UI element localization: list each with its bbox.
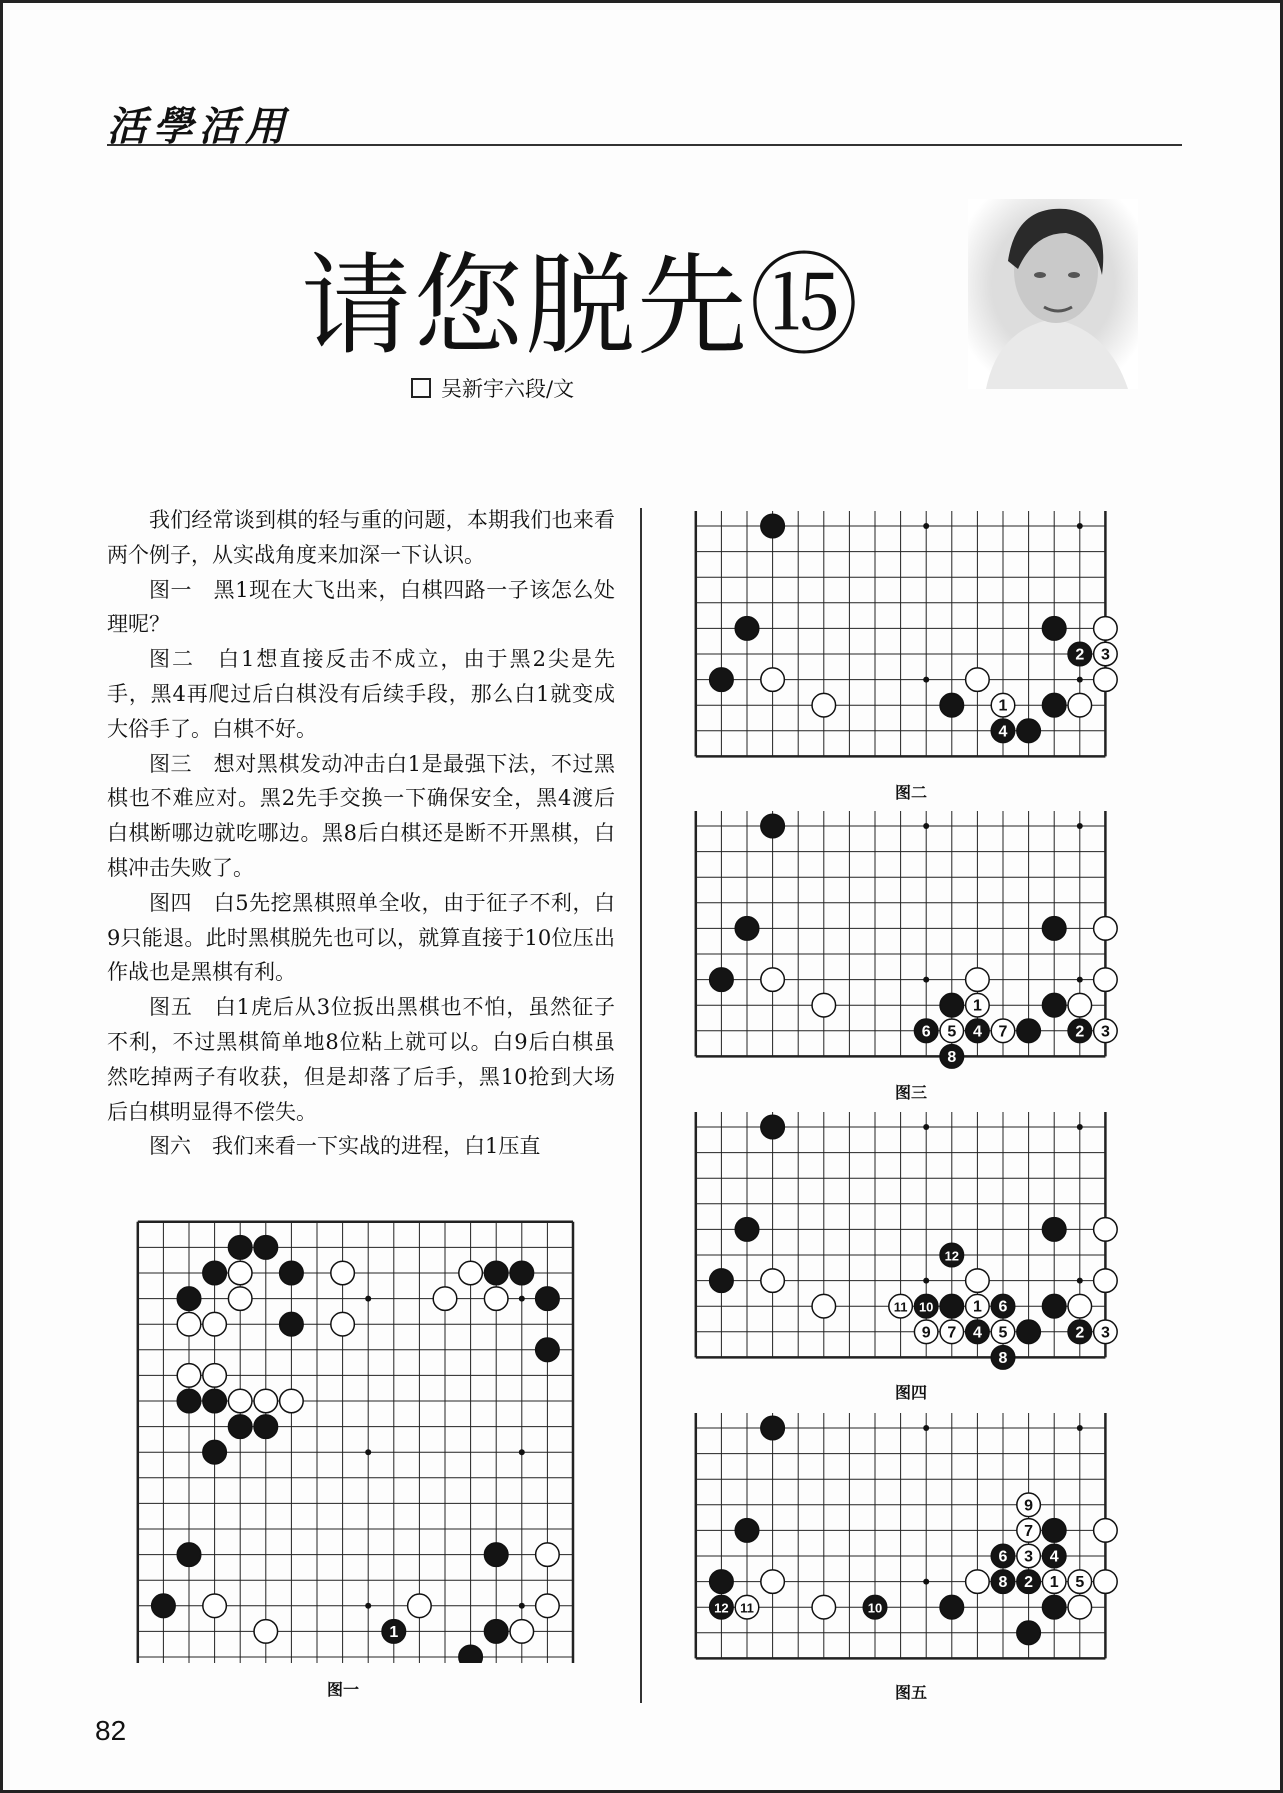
white-stone bbox=[536, 1594, 560, 1618]
move-number: 9 bbox=[1024, 1497, 1034, 1515]
white-stone bbox=[914, 1320, 938, 1344]
move-number: 10 bbox=[918, 1299, 934, 1315]
go-diagram-fig1 bbox=[115, 1199, 580, 1663]
white-stone bbox=[331, 1312, 355, 1336]
white-stone bbox=[966, 1294, 990, 1318]
white-stone bbox=[1068, 1595, 1092, 1619]
black-stone bbox=[761, 814, 785, 838]
black-stone bbox=[1017, 1019, 1041, 1043]
black-stone bbox=[914, 1294, 938, 1318]
star-point bbox=[923, 823, 929, 829]
white-stone bbox=[889, 1294, 913, 1318]
black-stone bbox=[735, 1218, 759, 1242]
move-number: 6 bbox=[921, 1023, 931, 1041]
black-stone bbox=[484, 1261, 508, 1285]
move-number: 12 bbox=[714, 1600, 729, 1616]
board-grid bbox=[138, 1222, 573, 1663]
black-stone bbox=[914, 1019, 938, 1043]
black-stone bbox=[1068, 1019, 1092, 1043]
move-number: 7 bbox=[947, 1324, 957, 1342]
white-stone bbox=[966, 1269, 990, 1293]
move-number: 1 bbox=[389, 1623, 399, 1641]
white-stone bbox=[812, 693, 836, 717]
white-stone bbox=[177, 1364, 201, 1388]
black-stone bbox=[1042, 1294, 1066, 1318]
star-point bbox=[365, 1603, 371, 1609]
white-stone bbox=[459, 1261, 483, 1285]
white-stone bbox=[203, 1364, 227, 1388]
white-stone bbox=[1094, 1320, 1118, 1344]
black-stone bbox=[280, 1312, 304, 1336]
black-stone bbox=[940, 1243, 964, 1267]
black-stone bbox=[761, 1416, 785, 1440]
black-stone bbox=[991, 1294, 1015, 1318]
go-diagram-fig2 bbox=[681, 511, 1146, 759]
white-stone bbox=[1094, 1269, 1118, 1293]
black-stone bbox=[761, 514, 785, 538]
move-number: 4 bbox=[1049, 1548, 1059, 1566]
white-stone bbox=[812, 993, 836, 1017]
white-stone bbox=[1017, 1519, 1041, 1543]
move-number: 7 bbox=[1024, 1522, 1034, 1540]
white-stone bbox=[203, 1594, 227, 1618]
black-stone bbox=[940, 1595, 964, 1619]
black-stone bbox=[966, 1019, 990, 1043]
white-stone bbox=[331, 1261, 355, 1285]
white-stone bbox=[408, 1594, 432, 1618]
square-icon bbox=[411, 378, 431, 398]
black-stone bbox=[940, 693, 964, 717]
star-point bbox=[1077, 1124, 1083, 1130]
black-stone bbox=[1042, 617, 1066, 641]
white-stone bbox=[1017, 1493, 1041, 1517]
white-stone bbox=[254, 1620, 278, 1644]
black-stone bbox=[991, 1346, 1015, 1370]
black-stone bbox=[1068, 1320, 1092, 1344]
black-stone bbox=[735, 617, 759, 641]
white-stone bbox=[280, 1389, 304, 1413]
white-stone bbox=[484, 1287, 508, 1311]
white-stone bbox=[1094, 1218, 1118, 1242]
star-point bbox=[923, 677, 929, 683]
go-diagram-fig4 bbox=[681, 1112, 1146, 1375]
white-stone bbox=[228, 1287, 252, 1311]
white-stone bbox=[1094, 917, 1118, 941]
star-point bbox=[1077, 823, 1083, 829]
white-stone bbox=[1094, 1570, 1118, 1594]
column-title: 活學活用 bbox=[107, 103, 291, 150]
white-stone bbox=[1017, 1544, 1041, 1568]
paragraph: 图四 白5先挖黑棋照单全收，由于征子不利，白9只能退。此时黑棋脱先也可以，就算直接于10位压出作战也是黑棋有利。 bbox=[107, 890, 615, 985]
white-stone bbox=[1068, 1570, 1092, 1594]
black-stone bbox=[940, 1294, 964, 1318]
caption-fig2: 图二 bbox=[894, 783, 927, 802]
white-stone bbox=[1068, 1294, 1092, 1318]
white-stone bbox=[812, 1294, 836, 1318]
star-point bbox=[519, 1603, 525, 1609]
move-number: 4 bbox=[998, 723, 1008, 741]
move-number: 3 bbox=[1100, 1023, 1110, 1041]
white-stone bbox=[966, 1570, 990, 1594]
black-stone bbox=[1068, 642, 1092, 666]
black-stone bbox=[966, 1320, 990, 1344]
column-divider bbox=[640, 508, 642, 1703]
paragraph: 图六 我们来看一下实战的进程，白1压直 bbox=[149, 1134, 541, 1159]
black-stone bbox=[1042, 1218, 1066, 1242]
star-point bbox=[1077, 1425, 1083, 1431]
move-number: 11 bbox=[893, 1299, 908, 1315]
black-stone bbox=[510, 1261, 534, 1285]
white-stone bbox=[812, 1595, 836, 1619]
go-diagram-fig3 bbox=[681, 811, 1146, 1074]
move-number: 3 bbox=[1100, 646, 1110, 664]
author-line bbox=[411, 373, 574, 403]
star-point bbox=[923, 1124, 929, 1130]
caption-fig1: 图一 bbox=[326, 1680, 359, 1699]
black-stone bbox=[228, 1236, 252, 1260]
star-point bbox=[365, 1296, 371, 1302]
move-number: 2 bbox=[1075, 646, 1085, 664]
white-stone bbox=[991, 1019, 1015, 1043]
author-name: 吴新宇六段/文 bbox=[441, 377, 575, 401]
white-stone bbox=[1068, 693, 1092, 717]
move-number: 5 bbox=[947, 1023, 957, 1041]
black-stone bbox=[177, 1389, 201, 1413]
move-number: 5 bbox=[1075, 1574, 1085, 1592]
black-stone bbox=[710, 1570, 734, 1594]
black-stone bbox=[177, 1543, 201, 1567]
black-stone bbox=[1017, 1621, 1041, 1645]
black-stone bbox=[536, 1338, 560, 1362]
black-stone bbox=[459, 1645, 483, 1663]
black-stone bbox=[761, 1115, 785, 1139]
black-stone bbox=[1017, 719, 1041, 743]
white-stone bbox=[761, 1570, 785, 1594]
paragraph: 图二 白1想直接反击不成立，由于黑2尖是先手，黑4再爬过后白棋没有后续手段，那么白1就变成大俗手了。白棋不好。 bbox=[107, 647, 615, 741]
star-point bbox=[923, 1278, 929, 1284]
black-stone bbox=[228, 1415, 252, 1439]
header-rule bbox=[107, 144, 1182, 146]
black-stone bbox=[536, 1287, 560, 1311]
black-stone bbox=[991, 719, 1015, 743]
white-stone bbox=[1094, 617, 1118, 641]
star-point bbox=[1077, 677, 1083, 683]
black-stone bbox=[254, 1236, 278, 1260]
white-stone bbox=[1042, 1570, 1066, 1594]
star-point bbox=[365, 1449, 371, 1455]
paragraph: 图五 白1虎后从3位扳出黑棋也不怕，虽然征子不利，不过黑棋简单地8位粘上就可以。白9后白棋虽然吃掉两子有收获，但是却落了后手，黑10抢到大场后白棋明显得不偿失。 bbox=[107, 995, 615, 1124]
white-stone bbox=[1094, 968, 1118, 992]
article-title: 请您脱先⑮ bbox=[301, 242, 861, 370]
star-point bbox=[1077, 1278, 1083, 1284]
black-stone bbox=[254, 1415, 278, 1439]
black-stone bbox=[203, 1389, 227, 1413]
star-point bbox=[923, 1425, 929, 1431]
white-stone bbox=[940, 1019, 964, 1043]
black-stone bbox=[280, 1261, 304, 1285]
white-stone bbox=[735, 1595, 759, 1619]
move-number: 5 bbox=[998, 1324, 1008, 1342]
white-stone bbox=[1094, 1019, 1118, 1043]
white-stone bbox=[228, 1389, 252, 1413]
move-number: 6 bbox=[998, 1548, 1008, 1566]
white-stone bbox=[966, 968, 990, 992]
white-stone bbox=[966, 668, 990, 692]
black-stone bbox=[1042, 1544, 1066, 1568]
white-stone bbox=[433, 1287, 457, 1311]
white-stone bbox=[761, 668, 785, 692]
move-number: 3 bbox=[1100, 1324, 1110, 1342]
black-stone bbox=[735, 917, 759, 941]
white-stone bbox=[1094, 1519, 1118, 1543]
caption-fig3: 图三 bbox=[894, 1083, 927, 1102]
white-stone bbox=[510, 1620, 534, 1644]
move-number: 6 bbox=[998, 1298, 1008, 1316]
black-stone bbox=[710, 1595, 734, 1619]
white-stone bbox=[228, 1261, 252, 1285]
black-stone bbox=[1042, 1595, 1066, 1619]
star-point bbox=[519, 1296, 525, 1302]
white-stone bbox=[1094, 642, 1118, 666]
black-stone bbox=[203, 1261, 227, 1285]
black-stone bbox=[1042, 1519, 1066, 1543]
move-number: 2 bbox=[1075, 1324, 1085, 1342]
star-point bbox=[1077, 977, 1083, 983]
move-number: 3 bbox=[1024, 1548, 1034, 1566]
black-stone bbox=[991, 1570, 1015, 1594]
go-diagram-fig5 bbox=[681, 1413, 1146, 1661]
move-number: 12 bbox=[944, 1248, 960, 1264]
white-stone bbox=[761, 1269, 785, 1293]
white-stone bbox=[940, 1320, 964, 1344]
black-stone bbox=[710, 1269, 734, 1293]
black-stone bbox=[152, 1594, 176, 1618]
black-stone bbox=[1042, 693, 1066, 717]
move-number: 9 bbox=[921, 1324, 931, 1342]
move-number: 2 bbox=[1024, 1574, 1034, 1592]
white-stone bbox=[177, 1312, 201, 1336]
white-stone bbox=[203, 1312, 227, 1336]
white-stone bbox=[761, 968, 785, 992]
move-number: 4 bbox=[972, 1023, 982, 1041]
move-number: 11 bbox=[740, 1600, 754, 1616]
star-point bbox=[923, 977, 929, 983]
black-stone bbox=[710, 968, 734, 992]
move-number: 8 bbox=[998, 1574, 1008, 1592]
white-stone bbox=[536, 1543, 560, 1567]
black-stone bbox=[382, 1620, 406, 1644]
author-portrait bbox=[968, 199, 1138, 389]
paragraph: 我们经常谈到棋的轻与重的问题，本期我们也来看两个例子，从实战角度来加深一下认识。 bbox=[107, 508, 615, 567]
move-number: 7 bbox=[998, 1023, 1008, 1041]
black-stone bbox=[1017, 1320, 1041, 1344]
black-stone bbox=[940, 1045, 964, 1069]
caption-fig5: 图五 bbox=[894, 1683, 927, 1702]
black-stone bbox=[863, 1595, 887, 1619]
article-body bbox=[107, 503, 615, 1164]
black-stone bbox=[735, 1519, 759, 1543]
black-stone bbox=[484, 1620, 508, 1644]
star-point bbox=[519, 1449, 525, 1455]
star-point bbox=[923, 523, 929, 529]
white-stone bbox=[991, 1320, 1015, 1344]
black-stone bbox=[177, 1287, 201, 1311]
black-stone bbox=[203, 1440, 227, 1464]
move-number: 2 bbox=[1075, 1023, 1085, 1041]
black-stone bbox=[991, 1544, 1015, 1568]
caption-fig4: 图四 bbox=[894, 1383, 927, 1402]
white-stone bbox=[254, 1389, 278, 1413]
move-number: 1 bbox=[972, 1298, 982, 1316]
paragraph: 图一 黑1现在大飞出来，白棋四路一子该怎么处理呢？ bbox=[107, 577, 615, 637]
white-stone bbox=[966, 993, 990, 1017]
black-stone bbox=[1042, 917, 1066, 941]
move-number: 1 bbox=[1049, 1574, 1059, 1592]
page-number: 82 bbox=[95, 1715, 127, 1746]
white-stone bbox=[991, 693, 1015, 717]
paragraph: 图三 想对黑棋发动冲击白1是最强下法，不过黑棋也不难应对。黑2先手交换一下确保安全，黑4渡后白棋断哪边就吃哪边。黑8后白棋还是断不开黑棋，白棋冲击失败了。 bbox=[107, 751, 615, 880]
black-stone bbox=[940, 993, 964, 1017]
black-stone bbox=[710, 668, 734, 692]
move-number: 8 bbox=[998, 1349, 1008, 1367]
black-stone bbox=[1017, 1570, 1041, 1594]
white-stone bbox=[1068, 993, 1092, 1017]
white-stone bbox=[1094, 668, 1118, 692]
star-point bbox=[1077, 523, 1083, 529]
black-stone bbox=[484, 1543, 508, 1567]
star-point bbox=[923, 1579, 929, 1585]
move-number: 4 bbox=[972, 1324, 982, 1342]
move-number: 1 bbox=[998, 697, 1008, 715]
move-number: 1 bbox=[972, 997, 982, 1015]
move-number: 8 bbox=[947, 1048, 957, 1066]
move-number: 10 bbox=[867, 1600, 883, 1616]
black-stone bbox=[1042, 993, 1066, 1017]
